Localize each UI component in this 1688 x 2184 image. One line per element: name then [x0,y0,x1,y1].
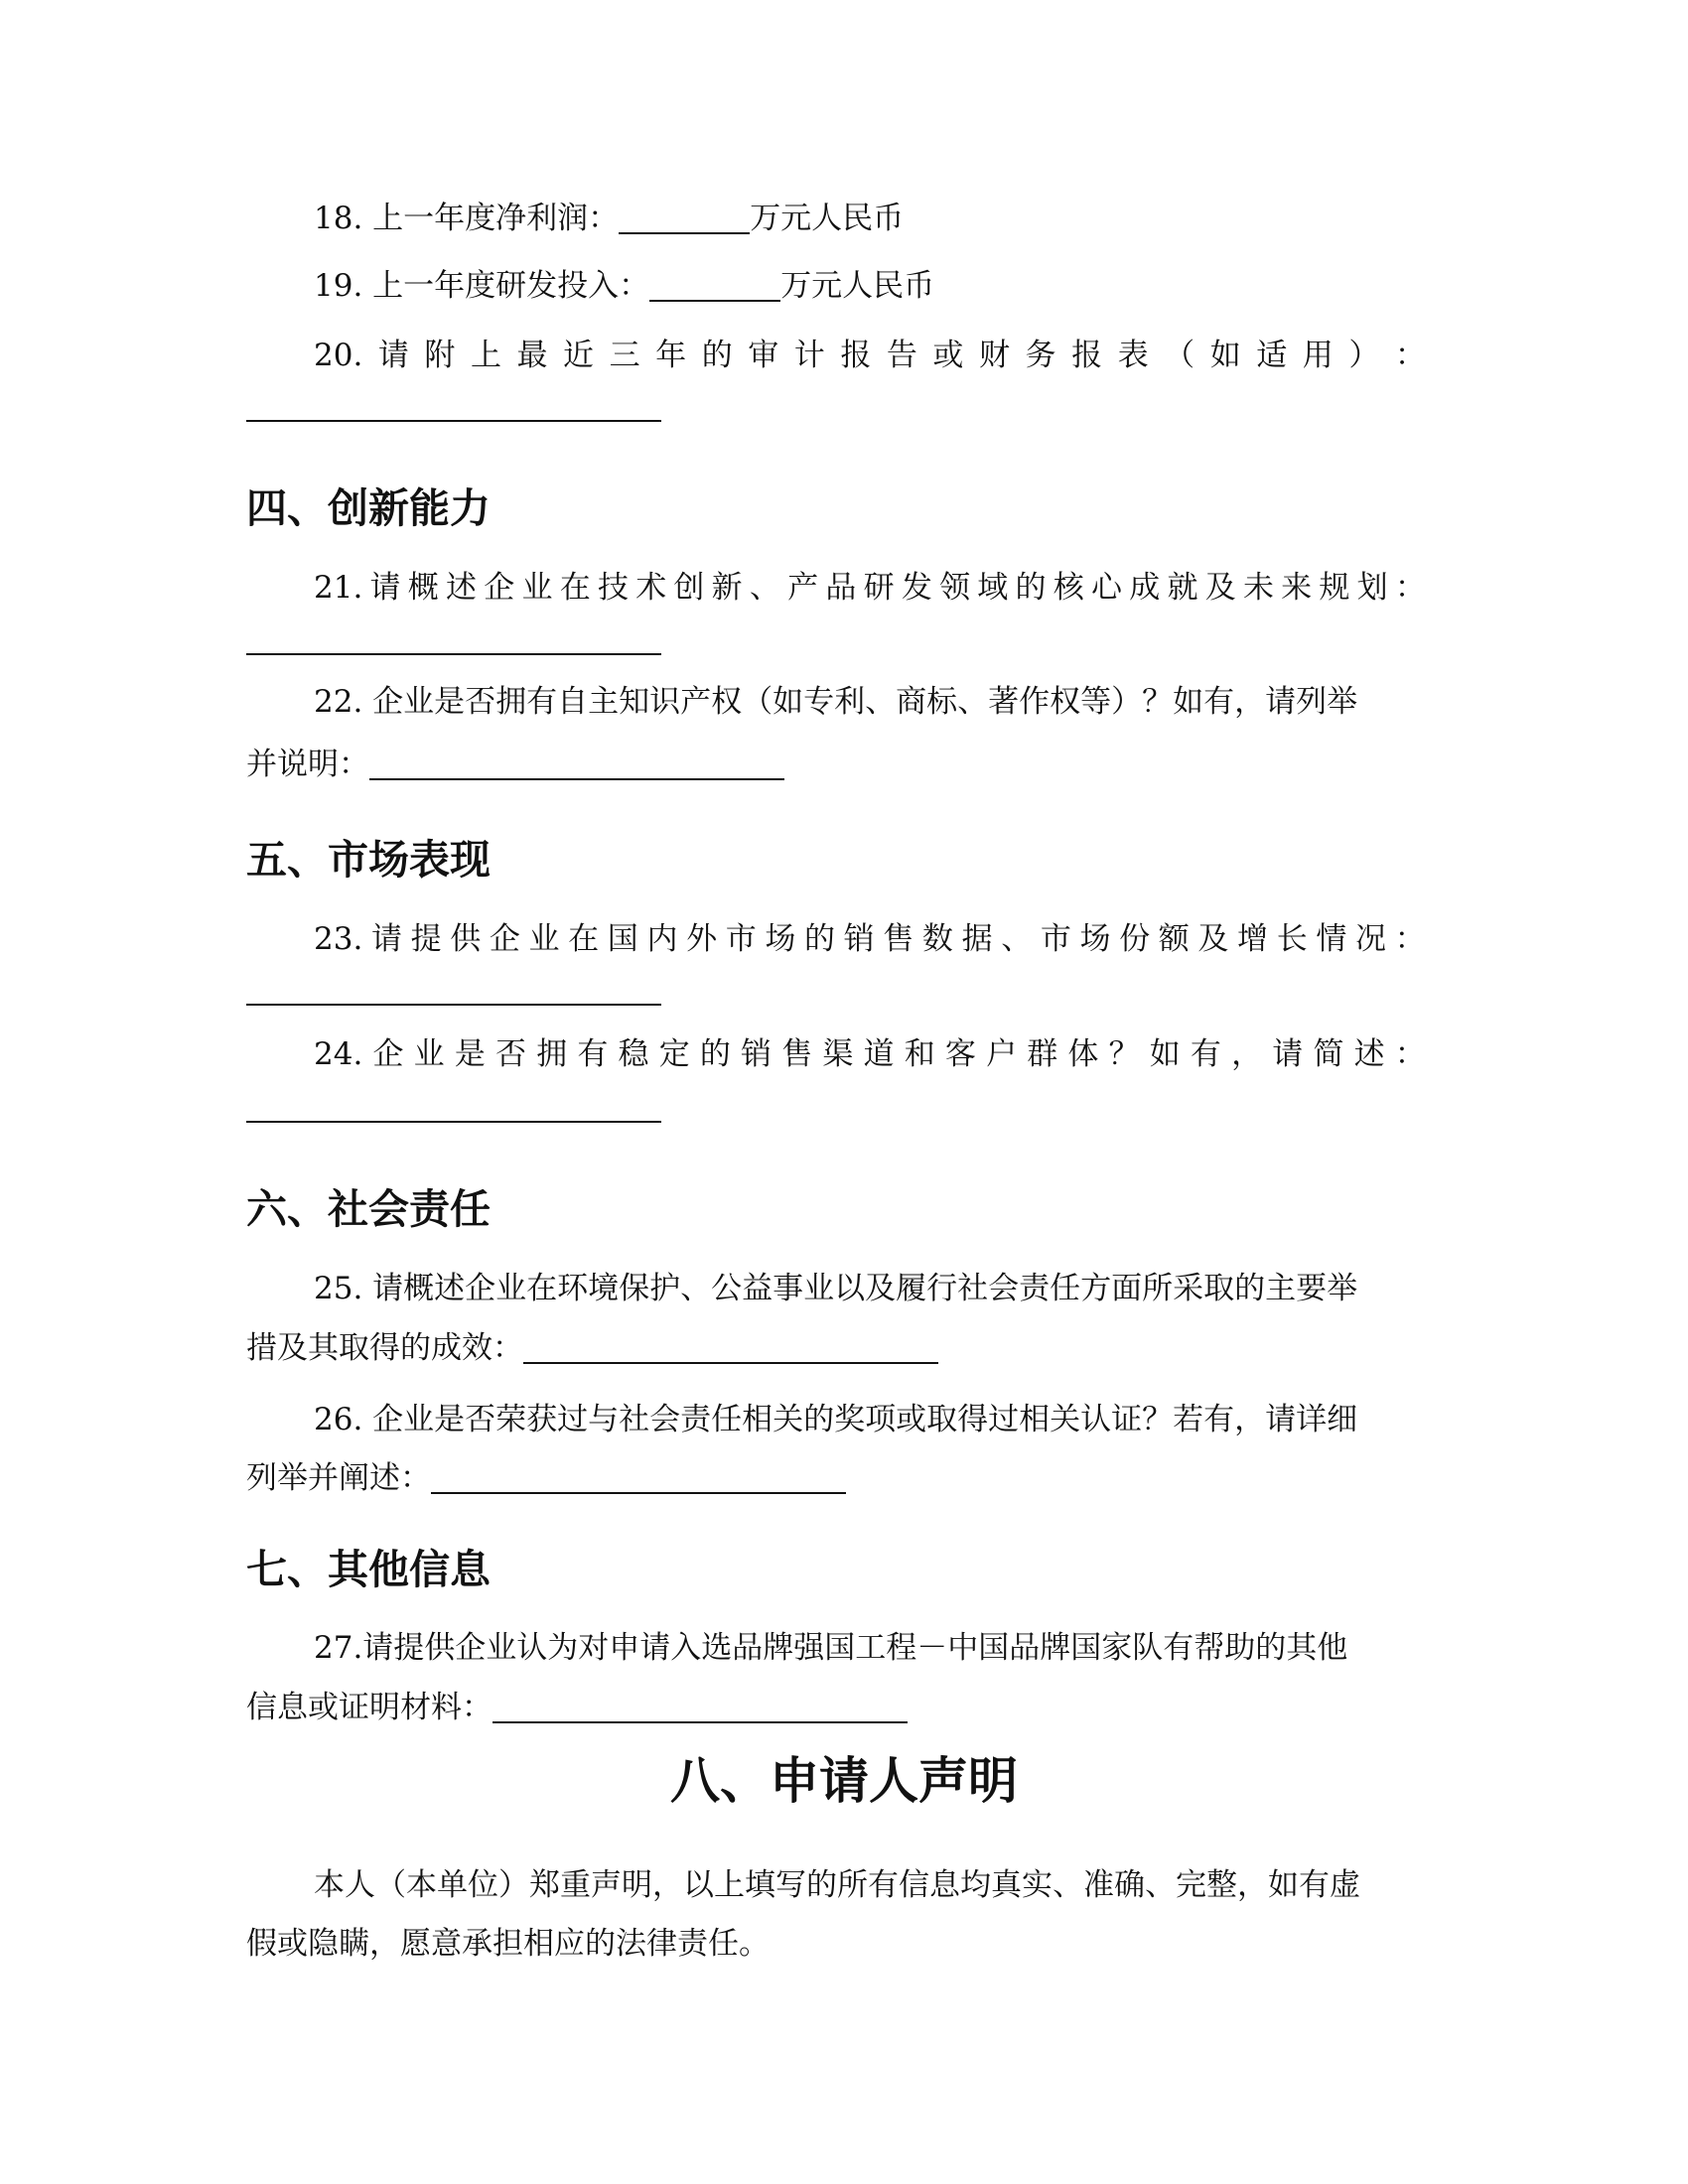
section-7-title: 七、其他信息 [246,1546,491,1593]
q25-line2-row [246,1326,1438,1370]
q19-row [314,264,1438,308]
q26-answer-blank[interactable] [431,1460,846,1494]
q22-line2-row [246,743,1438,786]
q27-line2-row [246,1686,1438,1729]
declaration-line2: 假或隐瞒，愿意承担相应的法律责任。 [246,1926,770,1962]
q26-line2-row [246,1456,1438,1500]
q27-answer-blank[interactable] [492,1690,908,1723]
q22-line2: 并说明： [246,747,369,782]
net-profit-blank[interactable] [619,201,750,234]
q20-answer-blank[interactable] [246,420,661,422]
q23-answer-blank[interactable] [246,1004,661,1006]
q25-answer-blank[interactable] [523,1330,938,1364]
q18-unit: 万元人民币 [750,201,905,236]
section-6-title: 六、社会责任 [246,1185,491,1233]
q24-text: 24. 企 业 是 否 拥 有 稳 定 的 销 售 渠 道 和 客 户 群 体 ？ 如 有 ， 请 简 述 ： [314,1036,1426,1072]
q26-line1: 26. 企业是否荣获过与社会责任相关的奖项或取得过相关认证？若有，请详细 [314,1402,1358,1437]
section-4-title: 四、创新能力 [246,484,491,532]
rd-investment-blank[interactable] [649,268,780,302]
q27-line2: 信息或证明材料： [246,1690,492,1725]
q25-line1: 25. 请概述企业在环境保护、公益事业以及履行社会责任方面所采取的主要举 [314,1271,1358,1306]
q25-line2: 措及其取得的成效： [246,1330,523,1366]
section-5-title: 五、市场表现 [246,836,491,884]
q19-unit: 万元人民币 [780,268,935,304]
q18-label: 18. 上一年度净利润： [314,201,620,236]
q18-row [314,197,1438,240]
q24-answer-blank[interactable] [246,1121,661,1123]
q22-line1: 22. 企业是否拥有自主知识产权（如专利、商标、著作权等）？如有，请列举 [314,684,1358,720]
q22-answer-blank[interactable] [369,747,784,780]
section-8-title: 八、申请人声明 [670,1752,1018,1810]
q21-answer-blank[interactable] [246,653,661,655]
declaration-line1: 本人（本单位）郑重声明，以上填写的所有信息均真实、准确、完整，如有虚 [314,1867,1360,1903]
q21-text: 21. 请 概 述 企 业 在 技 术 创 新 、 产 品 研 发 领 域 的 核 心 成 就 及 未 来 规 划 ： [314,570,1426,606]
q23-text: 23. 请 提 供 企 业 在 国 内 外 市 场 的 销 售 数 据 、 市 场 份 额 及 增 长 情 况 ： [314,921,1426,957]
q27-line1: 27.请提供企业认为对申请入选品牌强国工程－中国品牌国家队有帮助的其他 [314,1630,1348,1666]
q26-line2: 列举并阐述： [246,1460,431,1496]
q20-text: 20. 请 附 上 最 近 三 年 的 审 计 报 告 或 财 务 报 表 （ 如 适 用 ） ： [314,338,1426,373]
q19-label: 19. 上一年度研发投入： [314,268,650,304]
